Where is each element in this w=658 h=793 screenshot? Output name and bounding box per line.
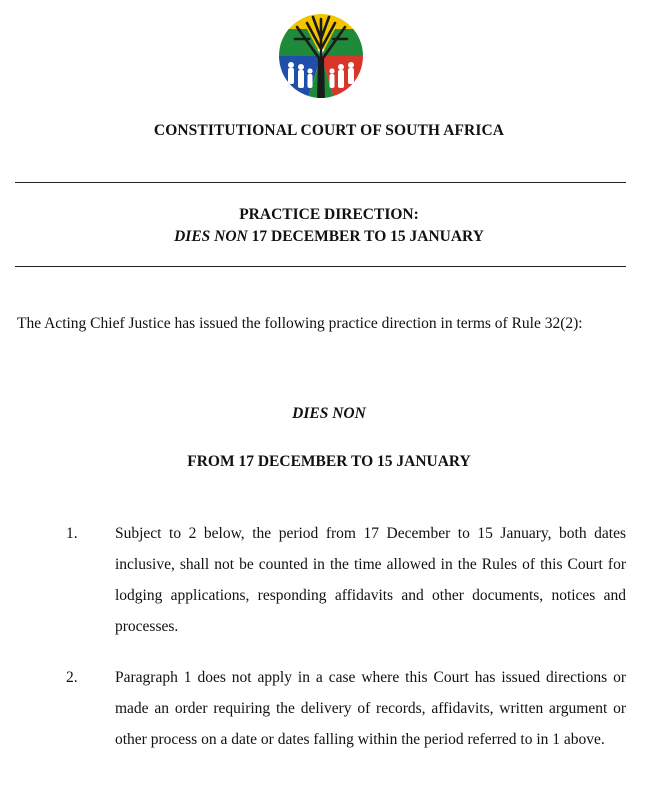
section-subheading: FROM 17 DECEMBER TO 15 JANUARY — [187, 453, 471, 470]
section-heading: DIES NON — [292, 405, 366, 422]
bottom-divider — [15, 266, 626, 267]
practice-direction-title — [0, 204, 658, 248]
title-line-1: PRACTICE DIRECTION: — [239, 206, 419, 223]
intro-paragraph: The Acting Chief Justice has issued the following practice direction in terms of Rule 32(2): — [17, 315, 583, 332]
court-name: CONSTITUTIONAL COURT OF SOUTH AFRICA — [153, 122, 505, 139]
paragraph-text: Subject to 2 below, the period from 17 December to 15 January, both dates inclusive, shall not be counted in the time allowed in the Rules of this Court for lodging applications, responding affidavits and other documents, notices and processes. — [115, 525, 626, 635]
title-dies-non: DIES NON — [174, 228, 248, 245]
paragraph-number: 1. — [66, 525, 78, 542]
title-line-2 — [0, 226, 658, 248]
title-dates: 17 DECEMBER TO 15 JANUARY — [247, 228, 484, 245]
paragraph-number: 2. — [66, 669, 78, 686]
court-logo — [277, 9, 365, 101]
top-divider — [15, 182, 626, 183]
tree-emblem-icon — [277, 9, 365, 101]
paragraph-text: Paragraph 1 does not apply in a case where this Court has issued directions or made an order requiring the delivery of records, affidavits, written argument or other process on a date or dates falling within the period referred to in 1 above. — [115, 669, 626, 748]
